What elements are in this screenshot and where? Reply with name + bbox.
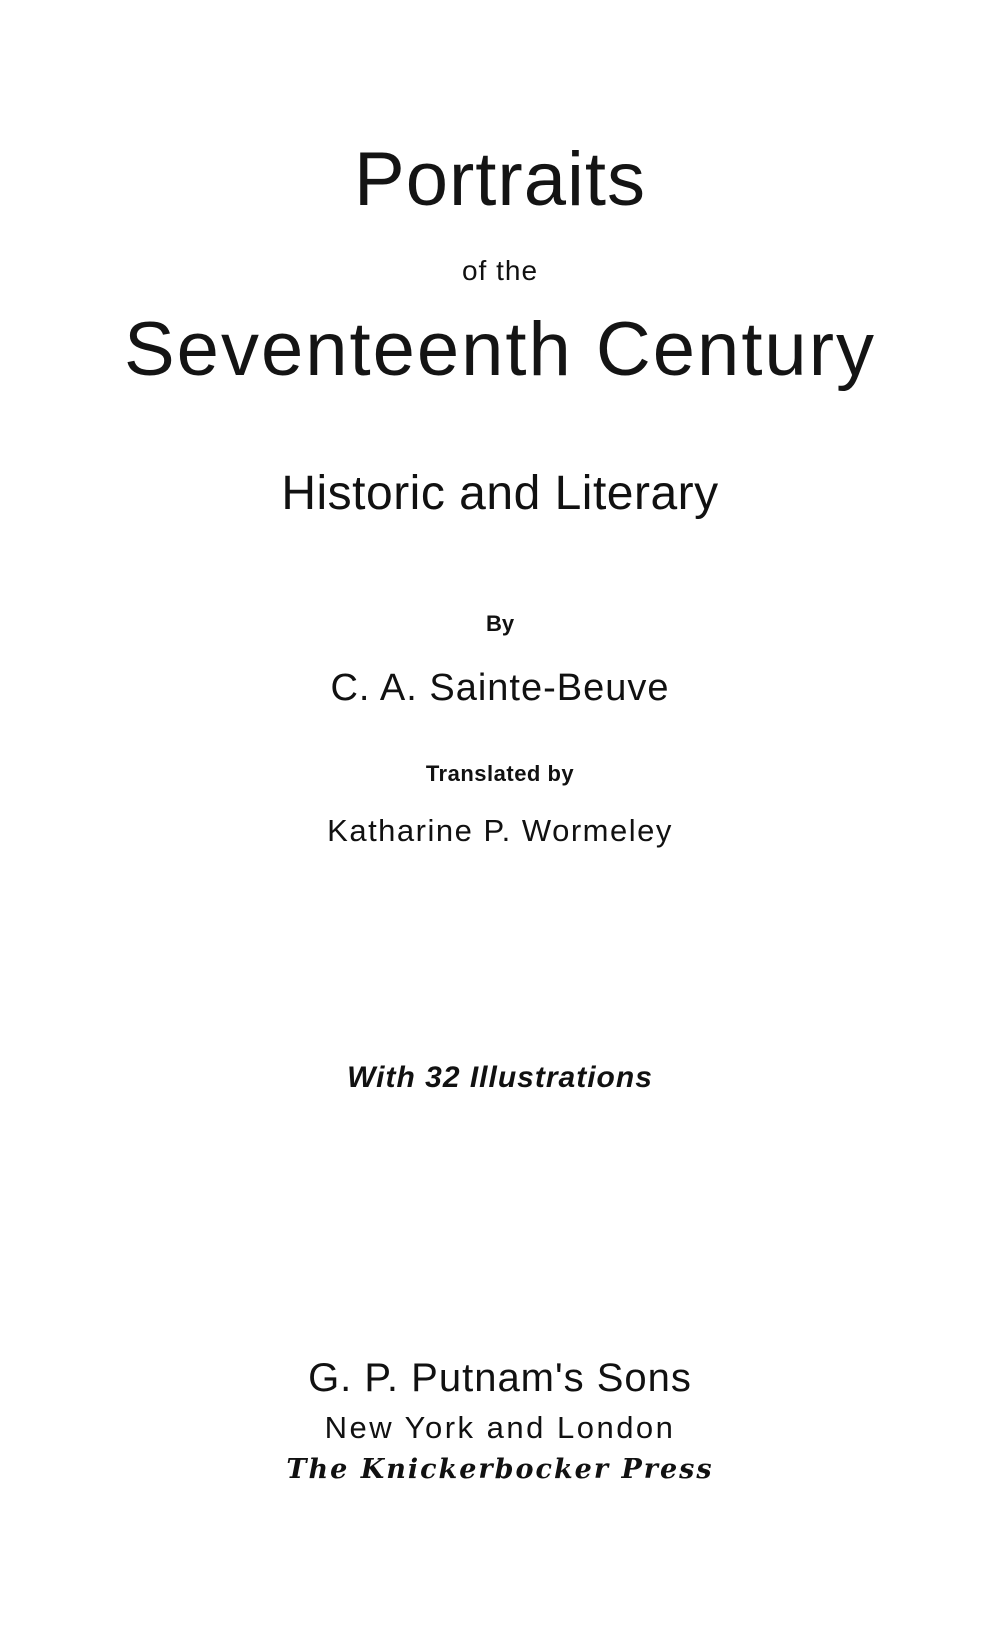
title-line-portraits: Portraits [354,137,646,222]
publisher-name: G. P. Putnam's Sons [308,1356,692,1400]
press-name: The Knickerbocker Press [286,1454,714,1485]
translator-name: Katharine P. Wormeley [327,813,673,848]
title-line-seventeenth-century: Seventeenth Century [123,307,877,392]
by-label: By [485,611,515,636]
illustrations-note: With 32 Illustrations [347,1061,653,1094]
title-line-of-the: of the [461,255,539,286]
publisher-place: New York and London [324,1410,676,1445]
translated-by-label: Translated by [425,761,575,786]
author-name: C. A. Sainte-Beuve [330,667,670,709]
subtitle: Historic and Literary [281,467,719,520]
